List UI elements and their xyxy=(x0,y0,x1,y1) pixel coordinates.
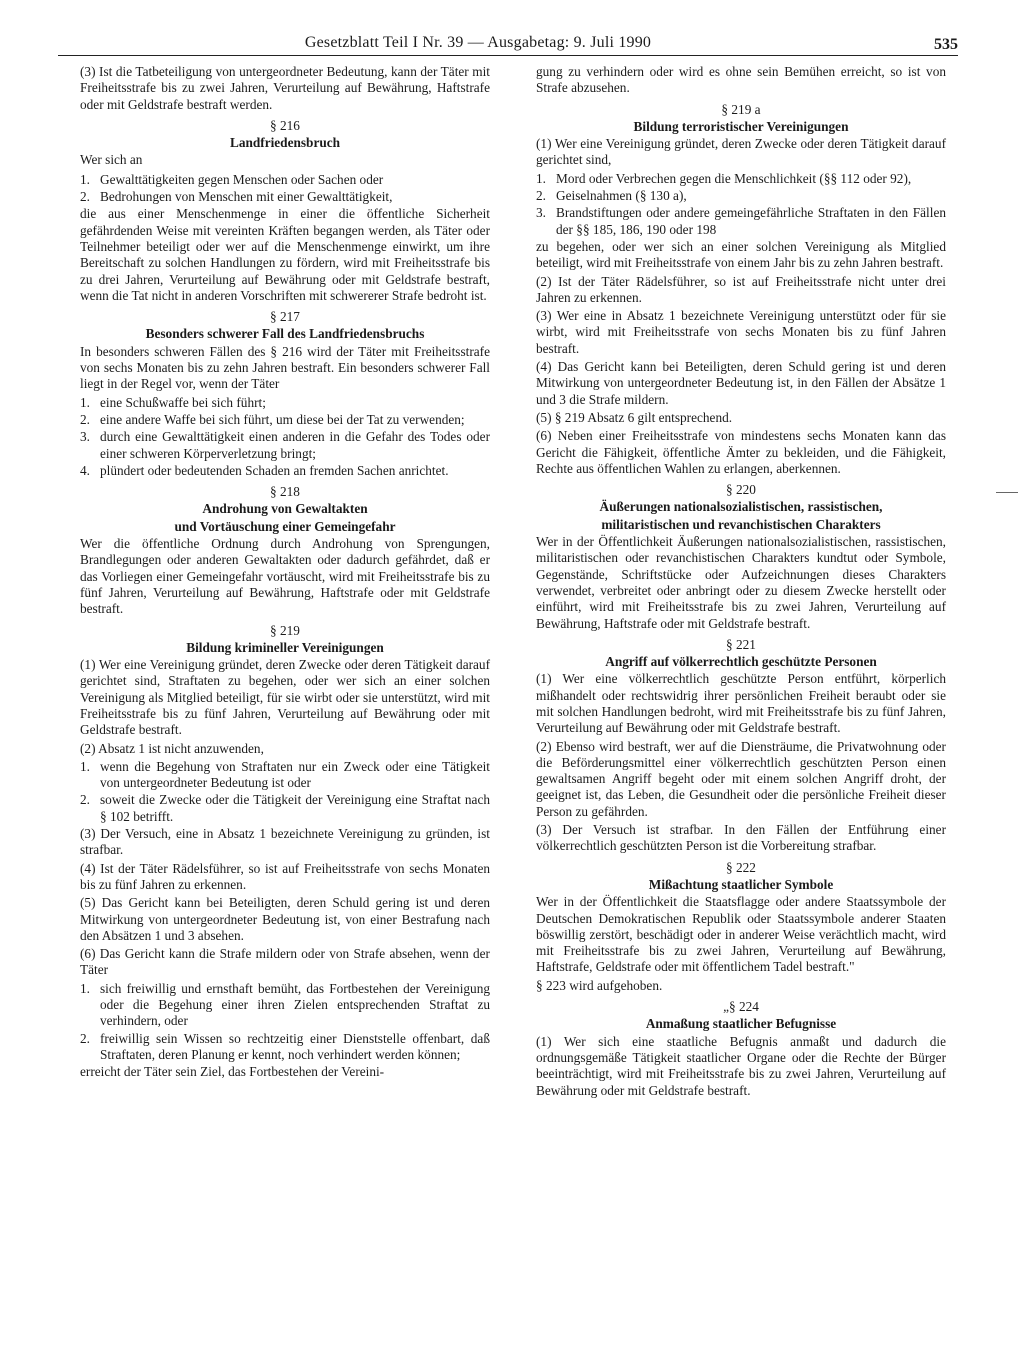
list-item-number: 1. xyxy=(80,980,90,996)
paragraph-219-3: (3) Der Versuch, eine in Absatz 1 bezeichnete Vereinigung zu gründen, ist strafbar. xyxy=(80,826,490,858)
section-number-220: § 220 xyxy=(726,482,756,498)
list-item-number: 1. xyxy=(80,394,90,410)
list-item-text: Gewalttätigkeiten gegen Menschen oder Sachen oder xyxy=(100,171,384,187)
paragraph-219a-3: (3) Wer eine in Absatz 1 bezeichnete Vereinigung unterstützt oder für sie wirbt, wird mit Freiheitsstrafe von sechs Monaten bis zu fünf Jahren bestraft. xyxy=(536,308,946,356)
paragraph-219-2: (2) Absatz 1 ist nicht anzuwenden, xyxy=(80,740,264,756)
section-number-217: § 217 xyxy=(270,309,300,325)
page-number: 535 xyxy=(934,36,958,53)
list-item xyxy=(536,205,946,238)
list-item-text: plündert oder bedeutenden Schaden an fremden Sachen anrichtet. xyxy=(100,462,449,478)
list-item xyxy=(80,1031,490,1064)
section-title-218-line2: und Vortäuschung einer Gemeingefahr xyxy=(174,518,396,534)
section-title-220-line1: Äußerungen nationalsozialistischen, rassistischen, xyxy=(599,499,883,515)
section-title-217: Besonders schwerer Fall des Landfriedensbruchs xyxy=(145,326,425,342)
right-column xyxy=(536,64,946,1101)
list-item-text: sich freiwillig und ernsthaft bemüht, das Fortbestehen der Vereinigung oder die Begehung einer ihren Zielen entsprechenden Straftat zu verhindern, oder xyxy=(100,980,490,1029)
list-item-number: 2. xyxy=(80,792,90,808)
list-item-text: soweit die Zwecke oder die Tätigkeit der Vereinigung eine Straftat nach § 102 betrifft. xyxy=(100,792,490,824)
section-number-219a: § 219 a xyxy=(721,101,761,117)
list-item xyxy=(80,792,490,825)
paragraph-220: Wer in der Öffentlichkeit Äußerungen nationalsozialistischen, rassistischen, militaristischen oder revanchistischen Charakters kundtut oder Symbole, Gegenstände, Schriftstücke oder Aufzeichnungen dieses Charakters verwendet, verbreitet oder anbringt oder zu diesem Zwecke herstellt oder einführt, wird mit Freiheitsstrafe bis zu zwei Jahren, Verurteilung auf Bewährung, Haftstrafe oder mit Geldstrafe bestraft. xyxy=(536,534,946,631)
section-number-219: § 219 xyxy=(270,622,300,638)
paragraph-219-1: (1) Wer eine Vereinigung gründet, deren Zwecke oder deren Tätigkeit darauf gerichtet sind, Straftaten zu begehen, oder wer sich an einer solchen Vereinigung als Mitglied beteiligt, für sie wirbt oder sie unterstützt, wird mit Freiheitsstrafe bis zu fünf Jahren, Verurteilung auf Bewährung oder mit Geldstrafe bestraft. xyxy=(80,657,490,738)
paragraph-219a-2: (2) Ist der Täter Rädelsführer, so ist auf Freiheitsstrafe nicht unter drei Jahren zu erkennen. xyxy=(536,273,946,305)
paragraph-218: Wer die öffentliche Ordnung durch Androhung von Sprengungen, Brandlegungen oder anderen Gewaltakten oder dadurch gefährdet, daß er das Vorliegen einer Gemeingefahr vortäuscht, wird mit Freiheitsstrafe bis zu fünf Jahren, Verurteilung auf Bewährung, Haftstrafe oder mit Geldstrafe bestraft. xyxy=(80,536,490,617)
list-item-number: 2. xyxy=(536,188,546,204)
left-column xyxy=(80,64,490,1083)
paragraph-219-6-end: erreicht der Täter sein Ziel, das Fortbestehen der Vereini- xyxy=(80,1064,385,1080)
paragraph-219-6: (6) Das Gericht kann die Strafe mildern oder von Strafe absehen, wenn der Täter xyxy=(80,946,490,978)
list-item xyxy=(80,759,490,792)
section-title-219: Bildung krimineller Vereinigungen xyxy=(186,639,384,655)
section-title-221: Angriff auf völkerrechtlich geschützte Personen xyxy=(605,654,877,670)
paragraph-217-intro: In besonders schweren Fällen des § 216 wird der Täter mit Freiheitsstrafe von sechs Monaten bis zu zehn Jahren bestraft. Ein besonders schwerer Fall liegt in der Regel vor, wenn der Täter xyxy=(80,343,490,392)
list-item xyxy=(536,171,946,187)
section-title-220-line2: militaristischen und revanchistischen Charakters xyxy=(601,516,881,532)
section-number-216: § 216 xyxy=(270,117,300,133)
paragraph-222: Wer in der Öffentlichkeit die Staatsflagge oder andere Staatssymbole der Deutschen Demokratischen Republik oder Staatssymbole anderer Staaten böswillig zerstört, beschädigt oder in anderer Weise verächtlich macht, wird mit Freiheitsstrafe bis zu zwei Jahren, Verurteilung auf Bewährung, Haftstrafe, Geldstrafe oder mit öffentlichem Tadel bestraft." xyxy=(536,894,946,975)
list-item-number: 1. xyxy=(80,758,90,774)
section-number-221: § 221 xyxy=(726,636,756,652)
paragraph-219a-1-rest: zu begehen, oder wer sich an einer solchen Vereinigung als Mitglied beteiligt, wird mit Freiheitsstrafe von einem Jahr bis zu zehn Jahren bestraft. xyxy=(536,238,946,271)
list-item-text: Bedrohungen von Menschen mit einer Gewalttätigkeit, xyxy=(100,189,393,205)
header-rule xyxy=(58,55,958,56)
list-item-number: 3. xyxy=(536,205,546,221)
paragraph-219a-5: (5) § 219 Absatz 6 gilt entsprechend. xyxy=(536,409,733,425)
header-title: Gesetzblatt Teil I Nr. 39 — Ausgabetag: 9. Juli 1990 xyxy=(304,34,652,51)
list-item-number: 3. xyxy=(80,429,90,445)
list-item xyxy=(80,981,490,1030)
section-number-222: § 222 xyxy=(726,859,756,875)
list-item xyxy=(80,412,490,428)
paragraph-221-3: (3) Der Versuch ist strafbar. In den Fällen der Entführung einer völkerrechtlich geschützten Person ist die Vorbereitung strafbar. xyxy=(536,822,946,854)
list-item-text: durch eine Gewalttätigkeit einen anderen in die Gefahr des Todes oder einer schweren Körperverletzung bringt; xyxy=(100,429,490,461)
paragraph-221-1: (1) Wer eine völkerrechtlich geschützte Person entführt, körperlich mißhandelt oder rechtswidrig ihrer persönlichen Freiheit beraubt oder sie mit solchen Handlungen bedroht, wird mit Freiheitsstrafe bis zu fünf Jahren, Verurteilung auf Bewährung oder mit Geldstrafe bestraft. xyxy=(536,671,946,736)
list-item-text: Geiselnahmen (§ 130 a), xyxy=(556,188,687,204)
paragraph-219-6-continued: gung zu verhindern oder wird es ohne sein Bemühen erreicht, so ist von Strafe abzusehen. xyxy=(536,64,946,96)
list-item xyxy=(80,395,490,411)
list-item-text: eine andere Waffe bei sich führt, um diese bei der Tat zu verwenden; xyxy=(100,411,465,427)
list-item-number: 4. xyxy=(80,462,90,478)
list-item-text: eine Schußwaffe bei sich führt; xyxy=(100,394,266,410)
section-title-222: Mißachtung staatlicher Symbole xyxy=(648,876,834,892)
list-item xyxy=(80,172,490,188)
list-item-text: Brandstiftungen oder andere gemeingefährliche Straftaten in den Fällen der §§ 185, 186, 190 oder 198 xyxy=(556,205,946,237)
paragraph-216-3: (3) Ist die Tatbeteiligung von untergeordneter Bedeutung, kann der Täter mit Freiheitsstrafe bis zu zwei Jahren, Verurteilung auf Bewährung, Haftstrafe oder mit Geldstrafe bestraft werden. xyxy=(80,64,490,112)
list-item-number: 1. xyxy=(80,171,90,187)
list-item-text: Mord oder Verbrechen gegen die Menschlichkeit (§§ 112 oder 92), xyxy=(556,170,912,186)
section-title-218-line1: Androhung von Gewaltakten xyxy=(202,501,368,517)
list-item xyxy=(80,189,490,205)
list-item-text: freiwillig sein Wissen so rechtzeitig einer Dienststelle offenbart, daß Straftaten, deren Planung er kennt, noch verhindert werden können; xyxy=(100,1030,490,1062)
paragraph-219a-4: (4) Das Gericht kann bei Beteiligten, deren Schuld gering ist und deren Mitwirkung von untergeordneter Bedeutung ist, in den Fällen der Absätze 1 und 3 die Strafe mildern. xyxy=(536,359,946,407)
margin-mark xyxy=(996,492,1018,493)
section-title-216: Landfriedensbruch xyxy=(229,135,341,151)
paragraph-224-1: (1) Wer sich eine staatliche Befugnis anmaßt und dadurch die ordnungsgemäße Tätigkeit staatlicher Organe oder die Rechte der Bürger beeinträchtigt, wird mit Freiheitsstrafe bis zu zwei Jahren, Verurteilung auf Bewährung oder mit Geldstrafe bestraft. xyxy=(536,1033,946,1098)
list-item xyxy=(536,188,946,204)
paragraph-219-5: (5) Das Gericht kann bei Beteiligten, deren Schuld gering ist und deren Mitwirkung von untergeordneter Bedeutung ist, von einer Bestrafung nach den Absätzen 1 und 3 absehen. xyxy=(80,895,490,943)
list-item xyxy=(80,463,490,479)
list-item-number: 1. xyxy=(536,170,546,186)
paragraph-219-4: (4) Ist der Täter Rädelsführer, so ist auf Freiheitsstrafe von sechs Monaten bis zu fünf Jahren zu erkennen. xyxy=(80,860,490,892)
paragraph-221-2: (2) Ebenso wird bestraft, wer auf die Diensträume, die Privatwohnung oder die Beförderungsmittel einer völkerrechtlich geschützten Person einen gewaltsamen Angriff begeht oder mit einem solchen Angriff droht, der geeignet ist, das Leben, die Gesundheit oder die persönliche Freiheit dieser Person zu gefährden. xyxy=(536,738,946,819)
section-number-218: § 218 xyxy=(270,484,300,500)
page-header xyxy=(58,34,958,56)
list-item-text: wenn die Begehung von Straftaten nur ein Zweck oder eine Tätigkeit von untergeordneter Bedeutung ist oder xyxy=(100,758,490,791)
list-item-number: 2. xyxy=(80,189,90,205)
list-item-number: 2. xyxy=(80,1030,90,1046)
section-number-224: „§ 224 xyxy=(723,999,759,1015)
paragraph-216-intro: Wer sich an xyxy=(80,152,143,168)
paragraph-219a-6: (6) Neben einer Freiheitsstrafe von mindestens sechs Monaten kann das Gericht die Fähigkeit, öffentliche Ämter zu bekleiden, und die Fähigkeit, Rechte aus öffentlichen Wahlen zu erlangen, aberkennen. xyxy=(536,428,946,476)
list-item xyxy=(80,429,490,462)
paragraph-219a-1: (1) Wer eine Vereinigung gründet, deren Zwecke oder deren Tätigkeit darauf gerichtet sind, xyxy=(536,136,946,168)
section-title-224: Anmaßung staatlicher Befugnisse xyxy=(645,1016,837,1032)
section-title-219a: Bildung terroristischer Vereinigungen xyxy=(633,118,849,134)
paragraph-216-rest: die aus einer Menschenmenge in einer die öffentliche Sicherheit gefährdenden Weise mit vereinten Kräften begangen werden, als Täter oder Teilnehmer beteiligt oder wer auf die Menschenmenge einwirkt, um ihre Bereitschaft zu solchen Handlungen zu fördern, wird mit Freiheitsstrafe bis zu drei Jahren, Verurteilung auf Bewährung oder mit Geldstrafe bestraft, wenn die Tat nicht in anderen Vorschriften mit schwererer Strafe bedroht ist. xyxy=(80,206,490,303)
paragraph-223: § 223 wird aufgehoben. xyxy=(536,977,663,993)
list-item-number: 2. xyxy=(80,411,90,427)
